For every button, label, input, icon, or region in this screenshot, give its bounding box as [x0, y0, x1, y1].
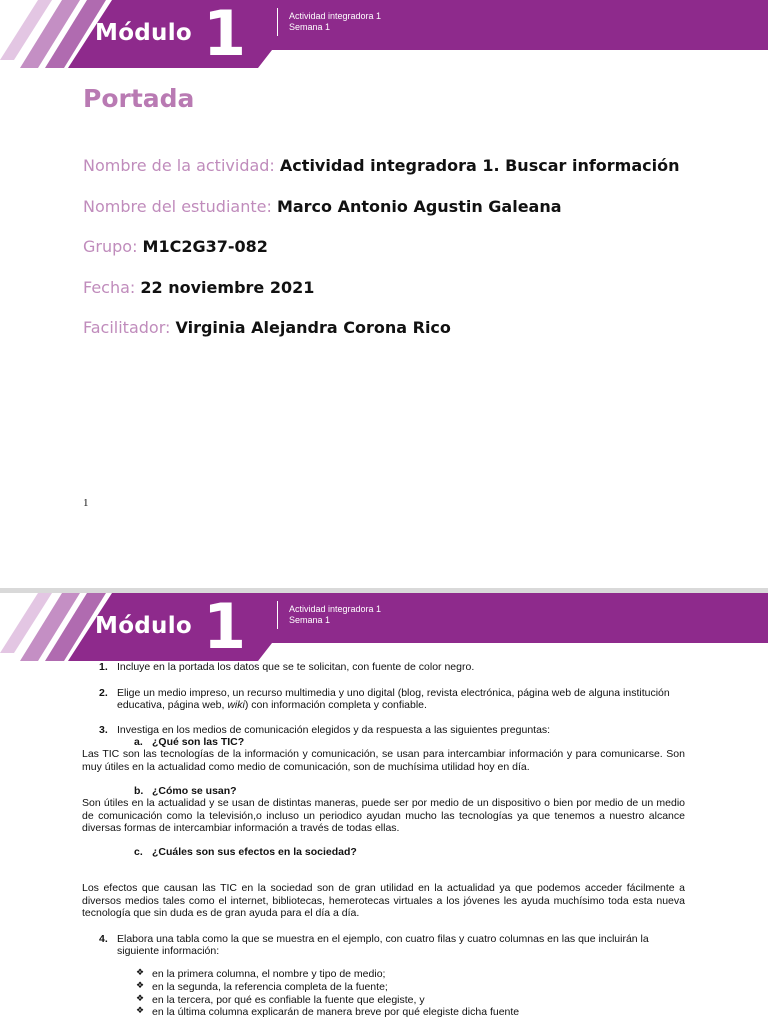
instruction-2-text-b: ) con información completa y confiable.: [244, 699, 427, 711]
answer-a: Las TIC son las tecnologías de la información y comunicación, se usan para intercambiar información y para comunicarse. Son muy útiles en la actualidad como medio de comunicación, son de muchísima utilidad hoy en día.: [82, 748, 685, 773]
instruction-2-line-2: [117, 699, 427, 712]
field-value: M1C2G37-082: [142, 237, 268, 256]
header-week: Semana 1: [289, 615, 331, 625]
question-letter: b.: [134, 785, 144, 797]
header-activity: Actividad integradora 1: [289, 11, 382, 21]
instruction-4-line-2: siguiente información:: [117, 945, 220, 957]
field-value: 22 noviembre 2021: [140, 278, 315, 297]
list-item-text: en la primera columna, el nombre y tipo de medio;: [152, 968, 386, 980]
answer-b: Son útiles en la actualidad y se usan de distintas maneras, puede ser por medio de un dispositivo o bien por medio de un medio de comunicación como la televisión,o incluso un periodico ayudan mucho las tecnologías ya que tenemos a nuestro alcance diversas formas de intercambiar información a través de todas ellas.: [82, 797, 685, 834]
instruction-3: Investiga en los medios de comunicación elegidos y da respuesta a las siguientes preguntas:: [117, 724, 551, 736]
field-value: Virginia Alejandra Corona Rico: [175, 318, 451, 337]
page-number: 1: [83, 497, 89, 509]
diamond-bullet-icon: ❖: [136, 967, 145, 977]
field-activity-name: [83, 156, 680, 175]
cover-title: Portada: [83, 84, 195, 113]
module-word: Módulo: [95, 613, 193, 639]
instruction-4-line-1: Elabora una tabla como la que se muestra en el ejemplo, con cuatro filas y cuatro columnas en las que incluirán la: [117, 933, 649, 945]
module-number: 1: [203, 0, 247, 70]
field-value: Marco Antonio Agustin Galeana: [276, 197, 562, 216]
question-letter: c.: [134, 846, 143, 858]
answer-c: Los efectos que causan las TIC en la sociedad son de gran utilidad en la actualidad ya que podemos acceder fácilmente a diversos medios tales como el internet, bibliotecas, hemerotecas virtuales a los jóvenes les ayuda muchísimo toda esta nueva tecnología que sin duda es de gran ayuda para el día a día.: [82, 882, 685, 919]
item-number: 3.: [99, 724, 108, 736]
header-activity: Actividad integradora 1: [289, 604, 382, 614]
field-label: Grupo:: [83, 237, 138, 256]
module-word: Módulo: [95, 20, 193, 46]
header-divider: [277, 8, 278, 36]
field-student-name: [83, 197, 562, 216]
list-item-text: en la tercera, por qué es confiable la fuente que elegiste, y: [152, 994, 425, 1006]
list-item-text: en la segunda, la referencia completa de la fuente;: [152, 981, 388, 993]
item-number: 1.: [99, 661, 108, 673]
list-item-text: en la última columna explicarán de manera breve por qué elegiste dicha fuente: [152, 1006, 520, 1018]
field-label: Fecha:: [83, 278, 136, 297]
header-week: Semana 1: [289, 22, 331, 32]
question-b: ¿Cómo se usan?: [152, 785, 237, 797]
instruction-1: Incluye en la portada los datos que se te solicitan, con fuente de color negro.: [117, 661, 475, 673]
instruction-2-text-a: educativa, página web,: [117, 699, 228, 711]
instructions-page: [0, 590, 768, 1024]
item-number: 2.: [99, 687, 108, 699]
field-group: [83, 237, 268, 256]
instruction-2-line-1: Elige un medio impreso, un recurso multimedia y uno digital (blog, revista electrónica, página web de alguna institución: [117, 687, 670, 699]
field-label: Facilitador:: [83, 318, 171, 337]
field-label: Nombre del estudiante:: [83, 197, 272, 216]
question-a: ¿Qué son las TIC?: [152, 736, 245, 748]
instruction-2-wiki: wiki: [227, 699, 245, 711]
item-number: 4.: [99, 933, 108, 945]
question-c: ¿Cuáles son sus efectos en la sociedad?: [152, 846, 357, 858]
field-date: [83, 278, 314, 297]
diamond-bullet-icon: ❖: [136, 993, 145, 1003]
field-label: Nombre de la actividad:: [83, 156, 275, 175]
module-header-banner: [0, 0, 768, 68]
diamond-bullet-icon: ❖: [136, 1005, 145, 1015]
module-number: 1: [203, 590, 247, 663]
header-divider: [277, 601, 278, 629]
diamond-bullet-icon: ❖: [136, 980, 145, 990]
field-value: Actividad integradora 1. Buscar información: [279, 156, 680, 175]
question-letter: a.: [134, 736, 143, 748]
module-header-banner: [0, 590, 768, 663]
field-facilitator: [83, 318, 451, 337]
